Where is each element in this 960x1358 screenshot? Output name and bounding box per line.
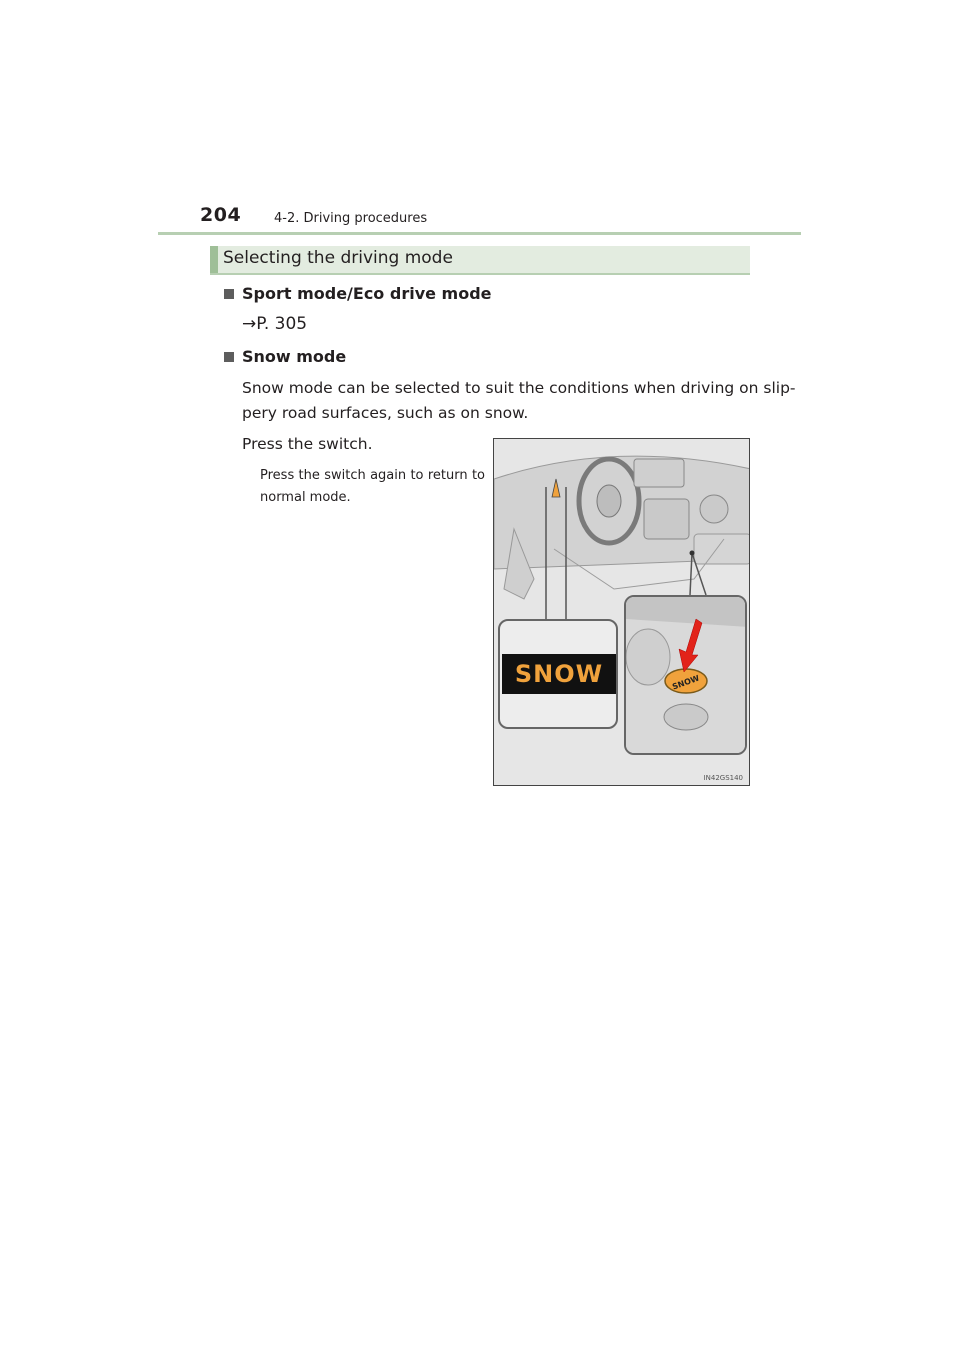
section-title: Selecting the driving mode xyxy=(223,248,453,268)
section-heading-bar xyxy=(210,246,750,275)
section-accent xyxy=(210,246,218,273)
snow-mode-heading-text: Snow mode xyxy=(242,347,347,366)
dashboard-illustration xyxy=(493,438,750,786)
figure-code: IN42GS140 xyxy=(703,774,743,782)
page-number: 204 xyxy=(200,204,242,226)
snow-mode-instruction: Press the switch. xyxy=(242,435,373,453)
square-bullet-icon xyxy=(224,289,234,299)
snow-mode-heading xyxy=(224,347,346,366)
snow-mode-description-line1: Snow mode can be selected to suit the conditions when driving on slip- xyxy=(242,379,796,397)
snow-switch-label: SNOW xyxy=(671,673,701,692)
snow-switch-drawing xyxy=(626,597,747,755)
snow-mode-description-line2: pery road surfaces, such as on snow. xyxy=(242,404,529,422)
snow-switch-callout xyxy=(624,595,747,755)
header-rule xyxy=(158,232,801,235)
square-bullet-icon xyxy=(224,352,234,362)
snow-mode-note: Press the switch again to return to normal mode. xyxy=(260,468,485,505)
sport-eco-reference[interactable]: →P. 305 xyxy=(242,314,308,334)
snow-indicator-callout xyxy=(498,619,618,729)
sport-eco-heading-text: Sport mode/Eco drive mode xyxy=(242,284,492,303)
sport-eco-heading xyxy=(224,284,492,303)
snow-indicator-display: SNOW xyxy=(502,654,616,694)
chapter-title: 4-2. Driving procedures xyxy=(274,211,428,226)
